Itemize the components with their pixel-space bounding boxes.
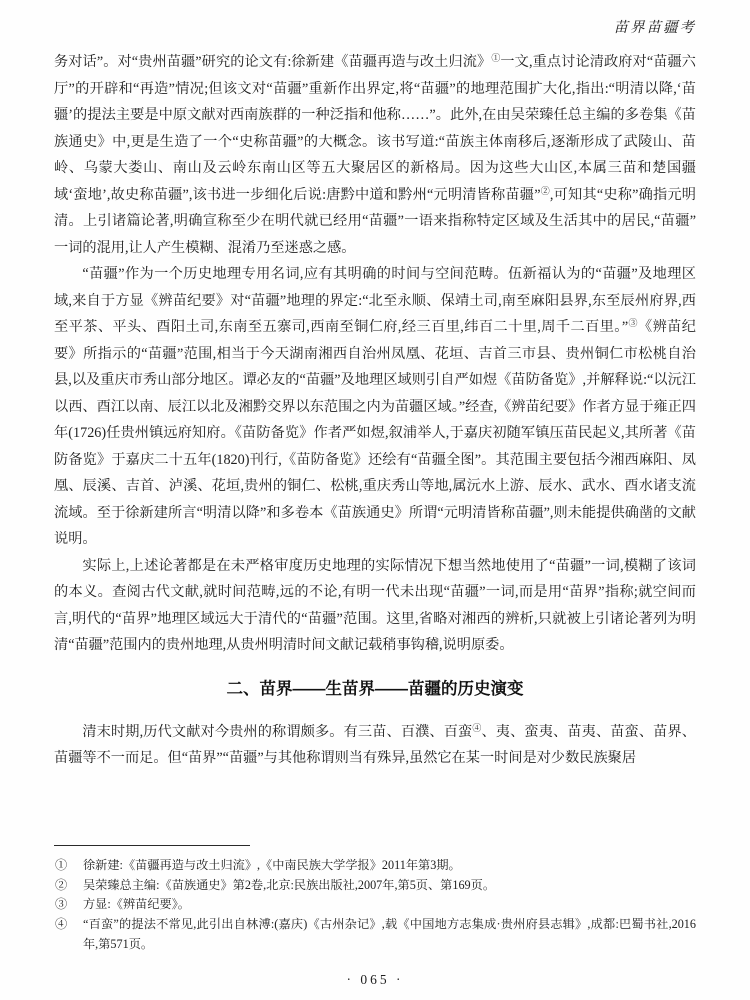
footnote-ref: ④ (472, 722, 482, 733)
footnote-marker: ① (55, 858, 68, 872)
footnote-text: 吴荣臻总主编:《苗族通史》第2卷,北京:民族出版社,2007年,第5页、第169页。 (83, 877, 496, 892)
footnotes-block (54, 845, 696, 955)
page-number: · 065 · (346, 972, 404, 987)
body-paragraph: 清末时期,历代文献对今贵州的称谓颇多。有三苗、百濮、百蛮④、夷、蛮夷、苗夷、苗蛮、苗界、苗疆等不一而足。但“苗界”“苗疆”与其他称谓则当有殊异,虽然它在某一时间是对少数民族聚居 (54, 722, 696, 766)
footnote-item (54, 915, 696, 954)
footnote-separator (54, 845, 250, 846)
main-text-column (54, 49, 696, 831)
footnote-text: 徐新建:《苗疆再造与改土归流》,《中南民族大学学报》2011年第3期。 (83, 858, 461, 872)
body-paragraph: 务对话”。对“贵州苗疆”研究的论文有:徐新建《苗疆再造与改土归流》①一文,重点讨论清政府对“苗疆六厅”的开辟和“再造”情况;但该文对“苗疆”重新作出界定,将“苗疆”的地理范围扩大化,指出:“明清以降,‘苗疆’的提法主要是中原文献对西南族群的一种泛指和他称……”。此外,在由吴荣臻任总主编的多卷集《苗族通史》中,更是生造了一个“史称苗疆”的大概念。该书写道:“苗族主体南移后,逐渐形成了武陵山、苗岭、乌蒙大娄山、南山及云岭东南山区等五大聚居区的新格局。因为这些大山区,本属三苗和楚国疆域‘蛮地’,故史称苗疆”,该书进一步细化后说:唐黔中道和黔州“元明清皆称苗疆”②,可知其“史称”确指元明清。上引诸篇论著,明确宣称至少在明代就已经用“苗疆”一语来指称特定区域及生活其中的居民,“苗疆”一词的混用,让人产生模糊、混淆乃至迷惑之感。 (54, 53, 696, 256)
footnote-ref: ② (540, 185, 550, 196)
body-paragraph: “苗疆”作为一个历史地理专用名词,应有其明确的时间与空间范畴。伍新福认为的“苗疆”及地理区域,来自于方显《辨苗纪要》对“苗疆”地理的界定:“北至永顺、保靖土司,南至麻阳县界,东至辰州府界,西至平茶、平头、酉阳土司,东南至五寨司,西南至铜仁府,经三百里,纬百二十里,周千二百里。”③《辨苗纪要》所指示的“苗疆”范围,相当于今天湖南湘西自治州凤凰、花垣、吉首三市县、贵州铜仁市松桃自治县,以及重庆市秀山部分地区。谭必友的“苗疆”及地理区域则引自严如煜《苗防备览》,并解释说:“以沅江以西、酉江以南、辰江以北及湘黔交界以东范围之内为苗疆区域。”经查,《辨苗纪要》作者方显于雍正四年(1726)任贵州镇远府知府。《苗防备览》作者严如煜,叙浦举人,于嘉庆初随军镇压苗民起义,其所著《苗防备览》于嘉庆二十五年(1820)刊行,《苗防备览》还绘有“苗疆全图”。其范围主要包括今湘西麻阳、凤凰、辰溪、吉首、泸溪、花垣,贵州的铜仁、松桃,重庆秀山等地,属沅水上游、辰水、武水、酉水诸支流流域。至于徐新建所言“明清以降”和多卷本《苗族通史》所谓“元明清皆称苗疆”,则未能提供确凿的文献说明。 (54, 266, 696, 547)
footnote-ref: ③ (628, 318, 638, 328)
footnote-marker: ③ (55, 897, 68, 912)
footnote-text: 方显:《辨苗纪要》。 (83, 897, 190, 912)
footnote-marker: ② (55, 877, 68, 892)
footnote-marker: ④ (55, 917, 68, 932)
running-header: 苗界苗疆考 (613, 20, 696, 36)
section-heading: 二、苗界——生苗界——苗疆的历史演变 (226, 679, 524, 698)
footnote-ref: ① (491, 53, 501, 63)
footnote-item (54, 895, 696, 915)
footnote-text: “百蛮”的提法不常见,此引出自林溥:(嘉庆)《古州杂记》,载《中国地方志集成·贵州府县志辑》,成都:巴蜀书社,2016年,第571页。 (83, 917, 696, 951)
footnote-item (54, 876, 696, 896)
body-paragraph: 实际上,上述论著都是在未严格审度历史地理的实际情况下想当然地使用了“苗疆”一词,模糊了该词的本义。查阅古代文献,就时间范畴,远的不论,有明一代未出现“苗疆”一词,而是用“苗界”指称;就空间而言,明代的“苗界”地理区域远大于清代的“苗疆”范围。这里,省略对湘西的辨析,只就被上引诸论著列为明清“苗疆”范围内的贵州地理,从贵州明清时间文献记载稍事钩稽,说明原委。 (54, 557, 696, 653)
footnote-item (54, 856, 696, 876)
